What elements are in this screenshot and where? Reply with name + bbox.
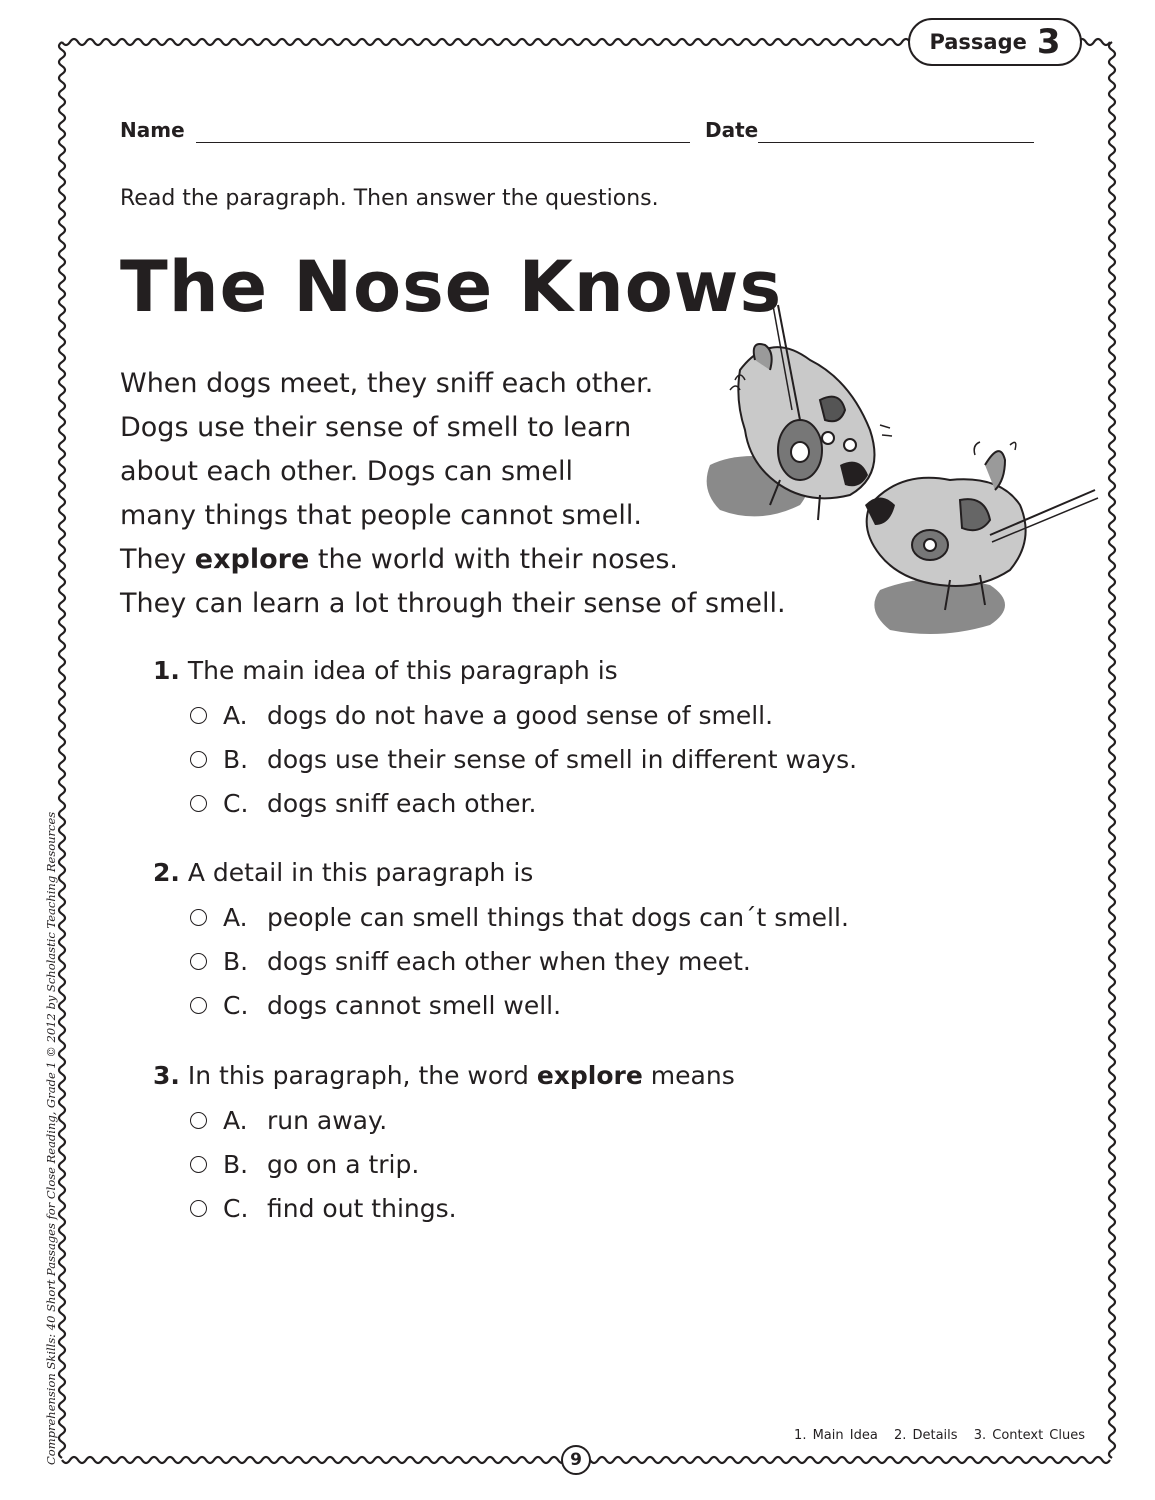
answer-choice[interactable] bbox=[190, 903, 849, 932]
question-text: The main idea of this paragraph is bbox=[187, 656, 618, 685]
answer-choice[interactable] bbox=[190, 701, 773, 730]
radio-button[interactable] bbox=[190, 909, 207, 926]
name-field[interactable] bbox=[196, 142, 690, 143]
choice-text: run away. bbox=[267, 1106, 388, 1135]
paragraph-line: many things that people cannot smell. bbox=[120, 500, 643, 531]
reading-paragraph bbox=[120, 362, 786, 626]
page-number: 9 bbox=[561, 1445, 591, 1475]
choice-letter: B. bbox=[223, 745, 249, 774]
choice-text: dogs sniff each other when they meet. bbox=[267, 947, 751, 976]
paragraph-line: Dogs use their sense of smell to learn bbox=[120, 412, 632, 443]
question-2 bbox=[153, 858, 533, 887]
paragraph-line bbox=[120, 538, 786, 582]
choice-letter: B. bbox=[223, 947, 249, 976]
choice-letter: C. bbox=[223, 991, 249, 1020]
choice-letter: B. bbox=[223, 1150, 249, 1179]
question-1 bbox=[153, 656, 618, 685]
radio-button[interactable] bbox=[190, 997, 207, 1014]
choice-letter: A. bbox=[223, 701, 248, 730]
choice-letter: A. bbox=[223, 1106, 248, 1135]
choice-text: people can smell things that dogs can´t smell. bbox=[267, 903, 849, 932]
choice-text: dogs sniff each other. bbox=[267, 789, 537, 818]
choice-letter: C. bbox=[223, 1194, 249, 1223]
date-label: Date bbox=[705, 118, 759, 142]
question-text: A detail in this paragraph is bbox=[187, 858, 534, 887]
paragraph-line: They can learn a lot through their sense of smell. bbox=[120, 588, 786, 619]
question-number: 2. bbox=[153, 858, 180, 887]
paragraph-text: the world with their noses. bbox=[309, 544, 678, 575]
paragraph-line: about each other. Dogs can smell bbox=[120, 456, 573, 487]
skill-label: 1. Main Idea bbox=[794, 1428, 878, 1443]
dogs-illustration bbox=[700, 290, 1100, 680]
question-number: 1. bbox=[153, 656, 180, 685]
question-number: 3. bbox=[153, 1061, 180, 1090]
radio-button[interactable] bbox=[190, 751, 207, 768]
paragraph-line: When dogs meet, they sniff each other. bbox=[120, 368, 654, 399]
radio-button[interactable] bbox=[190, 795, 207, 812]
skill-label: 3. Context Clues bbox=[973, 1428, 1085, 1443]
choice-text: dogs do not have a good sense of smell. bbox=[267, 701, 774, 730]
paragraph-text: They bbox=[120, 544, 195, 575]
choice-letter: A. bbox=[223, 903, 248, 932]
vocabulary-word: explore bbox=[536, 1061, 643, 1090]
radio-button[interactable] bbox=[190, 953, 207, 970]
instructions: Read the paragraph. Then answer the questions. bbox=[120, 186, 659, 211]
passage-number: 3 bbox=[1036, 22, 1061, 62]
radio-button[interactable] bbox=[190, 707, 207, 724]
passage-badge bbox=[908, 18, 1082, 66]
radio-button[interactable] bbox=[190, 1156, 207, 1173]
answer-choice[interactable] bbox=[190, 991, 561, 1020]
answer-choice[interactable] bbox=[190, 1150, 419, 1179]
choice-letter: C. bbox=[223, 789, 249, 818]
skills-list bbox=[784, 1428, 1085, 1443]
question-text: In this paragraph, the word bbox=[187, 1061, 537, 1090]
question-3 bbox=[153, 1061, 735, 1090]
answer-choice[interactable] bbox=[190, 1106, 387, 1135]
question-text: means bbox=[642, 1061, 735, 1090]
answer-choice[interactable] bbox=[190, 789, 536, 818]
answer-choice[interactable] bbox=[190, 1194, 457, 1223]
choice-text: dogs cannot smell well. bbox=[267, 991, 562, 1020]
answer-choice[interactable] bbox=[190, 745, 857, 774]
choice-text: dogs use their sense of smell in different ways. bbox=[267, 745, 858, 774]
name-label: Name bbox=[120, 118, 185, 142]
skill-label: 2. Details bbox=[893, 1428, 958, 1443]
choice-text: find out things. bbox=[267, 1194, 457, 1223]
date-field[interactable] bbox=[758, 142, 1034, 143]
radio-button[interactable] bbox=[190, 1112, 207, 1129]
answer-choice[interactable] bbox=[190, 947, 751, 976]
radio-button[interactable] bbox=[190, 1200, 207, 1217]
choice-text: go on a trip. bbox=[267, 1150, 420, 1179]
copyright-credit: Comprehension Skills: 40 Short Passages for Close Reading, Grade 1 © 2012 by Scholastic Teaching Resources bbox=[44, 811, 58, 1465]
passage-title: The Nose Knows bbox=[120, 246, 783, 328]
passage-label: Passage bbox=[929, 30, 1027, 54]
vocabulary-word: explore bbox=[194, 544, 310, 575]
